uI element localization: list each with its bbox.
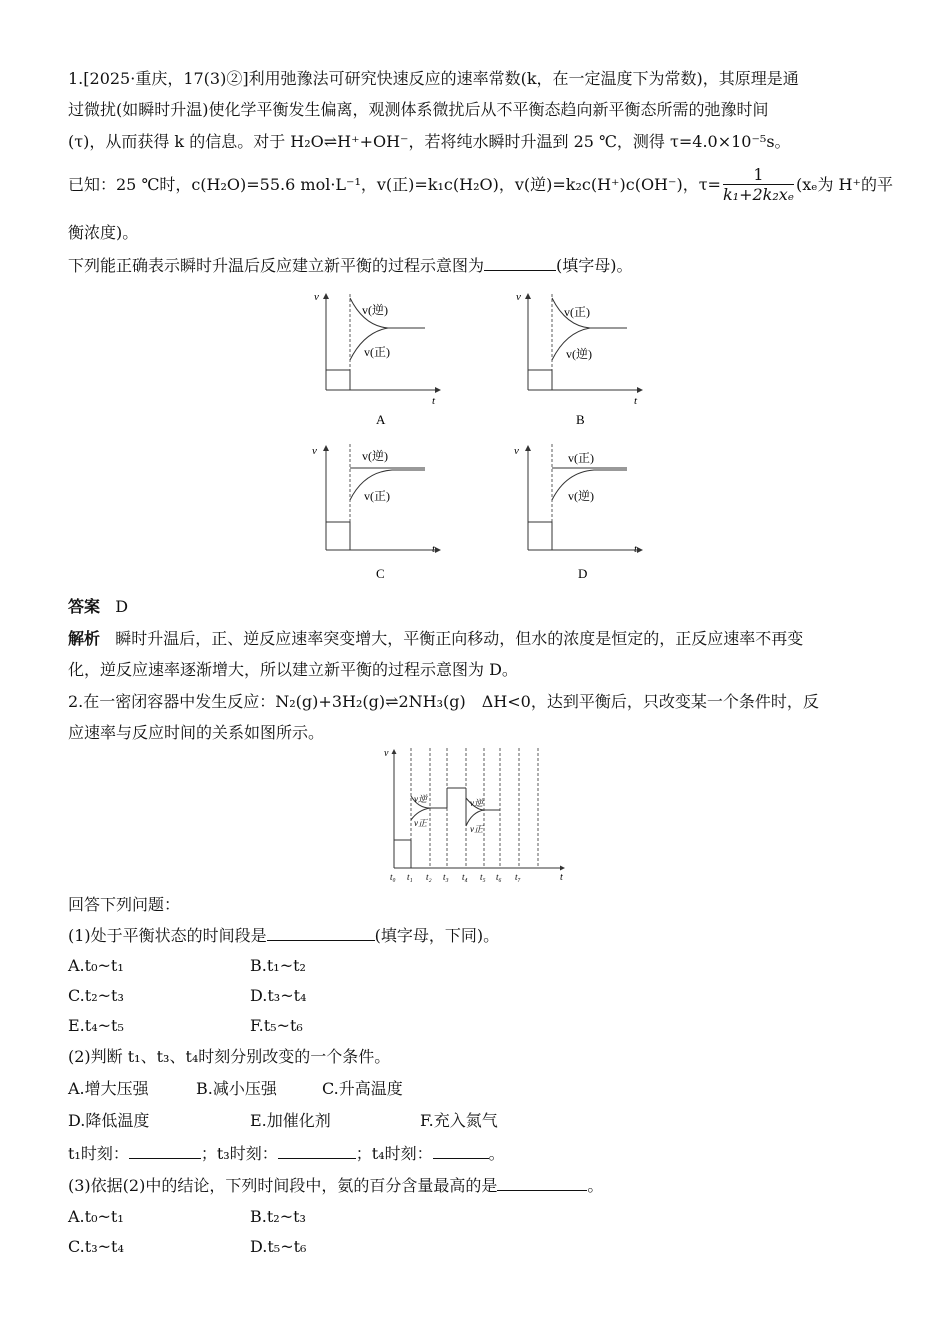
graph-a-initial xyxy=(326,370,350,390)
q2-sub2-opt-c: C.升高温度 xyxy=(322,1079,403,1098)
graph-a-upper-label: v(逆) xyxy=(362,303,388,317)
q2-line1: 2.在一密闭容器中发生反应：N₂(g)+3H₂(g)⇌2NH₃(g) ΔH<0，达到平衡后，只改变某一个条件时，反 xyxy=(68,692,819,711)
q2-sub3 xyxy=(68,1174,603,1197)
q1-question: 下列能正确表示瞬时升温后反应建立新平衡的过程示意图为 xyxy=(68,256,485,275)
analysis-text-1: 瞬时升温后，正、逆反应速率突变增大，平衡正向移动，但水的浓度是恒定的，正反应速率不再变 xyxy=(115,629,804,648)
answer-label: 答案 xyxy=(68,597,101,616)
graph-d-lower-label: v(逆) xyxy=(568,489,594,503)
graph-d-initial xyxy=(528,522,552,550)
graph-b-letter: B xyxy=(576,412,585,427)
analysis-label: 解析 xyxy=(68,629,101,648)
graph-a-letter: A xyxy=(376,412,386,427)
graph-d-t-label: t xyxy=(634,543,638,555)
q1-line1: 1.[2025·重庆，17(3)②]利用弛豫法可研究快速反应的速率常数(k，在一定温度下为常数)，其原理是通 xyxy=(68,69,799,88)
t3-blank[interactable] xyxy=(278,1142,356,1159)
q1-line4 xyxy=(68,166,893,205)
q2-sub3-opt-a: A.t₀~t₁ xyxy=(68,1207,124,1226)
graph-d xyxy=(514,444,642,581)
graph-b xyxy=(516,291,642,427)
q2-vzheng-label-2: v正 xyxy=(470,824,483,834)
q1-line4-pre: 已知：25 ℃时，c(H₂O)=55.6 mol·L⁻¹，v(正)=k₁c(H₂O)，v(逆)=k₂c(H⁺)c(OH⁻)，τ= xyxy=(68,175,721,194)
q1-analysis-1 xyxy=(68,628,803,650)
q2-tick-t0: t₀ xyxy=(390,872,396,882)
q2-sub2-opt-a: A.增大压强 xyxy=(68,1079,149,1098)
q2-tick-t3: t₃ xyxy=(443,872,449,882)
q2-tick-t7: t₇ xyxy=(515,872,521,882)
graph-c-initial xyxy=(326,522,350,550)
t3-label: ；t₃时刻： xyxy=(200,1144,278,1163)
q2-sub2-opt-e: E.加催化剂 xyxy=(250,1111,331,1130)
q2-sub1-opt-a: A.t₀~t₁ xyxy=(68,956,124,975)
graph-a-t-label: t xyxy=(432,395,436,407)
q2-sub2: (2)判断 t₁、t₃、t₄时刻分别改变的一个条件。 xyxy=(68,1047,391,1066)
q2-sub3-text: (3)依据(2)中的结论，下列时间段中，氨的百分含量最高的是 xyxy=(68,1176,498,1195)
q2-sub1-opt-c: C.t₂~t₃ xyxy=(68,986,124,1005)
sub2-end: 。 xyxy=(488,1144,505,1163)
q2-sub1-text: (1)处于平衡状态的时间段是 xyxy=(68,926,267,945)
q2-line2: 应速率与反应时间的关系如图所示。 xyxy=(68,723,325,742)
q2-sub2-opt-d: D.降低温度 xyxy=(68,1111,150,1130)
q2-sub3-opt-c: C.t₃~t₄ xyxy=(68,1237,124,1256)
q2-vzheng-label-1: v正 xyxy=(414,818,427,828)
q1-analysis-2: 化，逆反应速率逐渐增大，所以建立新平衡的过程示意图为 D。 xyxy=(68,660,518,679)
q2-sub1-opt-e: E.t₄~t₅ xyxy=(68,1016,124,1035)
q2-chart xyxy=(380,744,580,886)
q2-prompt: 回答下列问题： xyxy=(68,895,181,914)
answer-value: D xyxy=(115,597,129,616)
q2-v-label: v xyxy=(384,748,389,759)
q2-sub3-opt-d: D.t₅~t₆ xyxy=(250,1237,307,1256)
graph-c-t-label: t xyxy=(432,543,436,555)
q1-line4-post: (xₑ为 H⁺的平 xyxy=(796,175,893,194)
graph-a xyxy=(314,291,440,427)
q2-sub3-blank[interactable] xyxy=(497,1174,587,1191)
t1-blank[interactable] xyxy=(129,1142,201,1159)
graph-a-v-label: v xyxy=(314,291,319,303)
q2-sub3-opt-b: B.t₂~t₃ xyxy=(250,1207,306,1226)
q1-line3: (τ)，从而获得 k 的信息。对于 H₂O⇌H⁺+OH⁻，若将纯水瞬时升温到 25 ℃，测得 τ=4.0×10⁻⁵s。 xyxy=(68,132,791,151)
q1-line5: 衡浓度)。 xyxy=(68,223,139,242)
t4-label: ；t₄时刻： xyxy=(355,1144,433,1163)
graph-b-t-label: t xyxy=(634,395,638,407)
q1-graphs xyxy=(300,286,660,586)
q2-sub1-post: (填字母，下同)。 xyxy=(374,926,500,945)
graph-c-lower-label: v(正) xyxy=(364,489,390,503)
graph-c xyxy=(312,444,440,581)
graph-c-upper-label: v(逆) xyxy=(362,449,388,463)
q2-sub2-opt-f: F.充入氮气 xyxy=(420,1111,498,1130)
graph-d-v-label: v xyxy=(514,445,519,457)
q2-sub2-answers xyxy=(68,1142,505,1165)
q2-tick-t5: t₅ xyxy=(480,872,486,882)
q2-tick-t4: t₄ xyxy=(462,872,468,882)
tau-denominator: k₁+2k₂xₑ xyxy=(722,185,794,204)
graph-b-lower-label: v(逆) xyxy=(566,347,592,361)
q2-sub1-opt-f: F.t₅~t₆ xyxy=(250,1016,303,1035)
graph-a-lower-label: v(正) xyxy=(364,345,390,359)
q2-tick-t2: t₂ xyxy=(426,872,432,882)
q2-sub1-blank[interactable] xyxy=(267,924,375,941)
t4-blank[interactable] xyxy=(433,1142,489,1159)
q2-tick-t6: t₆ xyxy=(496,872,502,882)
tau-numerator: 1 xyxy=(723,166,794,185)
graph-b-v-label: v xyxy=(516,291,521,303)
q2-sub1 xyxy=(68,924,499,947)
q2-vni-label-1: v逆 xyxy=(414,794,427,804)
graph-b-initial xyxy=(528,370,552,390)
q1-answer-blank[interactable] xyxy=(484,254,556,271)
q1-line2: 过微扰(如瞬时升温)使化学平衡发生偏离，观测体系微扰后从不平衡态趋向新平衡态所需的弛豫时间 xyxy=(68,100,769,119)
graph-d-letter: D xyxy=(578,566,588,581)
graph-c-letter: C xyxy=(376,566,385,581)
t1-label: t₁时刻： xyxy=(68,1144,129,1163)
q2-sub3-post: 。 xyxy=(587,1176,604,1195)
q1-answer xyxy=(68,596,128,618)
tau-fraction xyxy=(723,166,794,205)
q1-question-post: (填字母)。 xyxy=(556,256,633,275)
q1-line6 xyxy=(68,254,633,277)
q2-sub1-opt-d: D.t₃~t₄ xyxy=(250,986,307,1005)
graph-b-upper-label: v(正) xyxy=(564,305,590,319)
q2-sub2-opt-b: B.减小压强 xyxy=(196,1079,277,1098)
q2-tick-labels xyxy=(390,872,521,882)
q2-t-label: t xyxy=(560,872,563,883)
q2-vni-label-2: v逆 xyxy=(470,798,483,808)
q2-tick-t1: t₁ xyxy=(407,872,413,882)
graph-c-v-label: v xyxy=(312,445,317,457)
graph-d-upper-label: v(正) xyxy=(568,451,594,465)
q2-sub1-opt-b: B.t₁~t₂ xyxy=(250,956,306,975)
